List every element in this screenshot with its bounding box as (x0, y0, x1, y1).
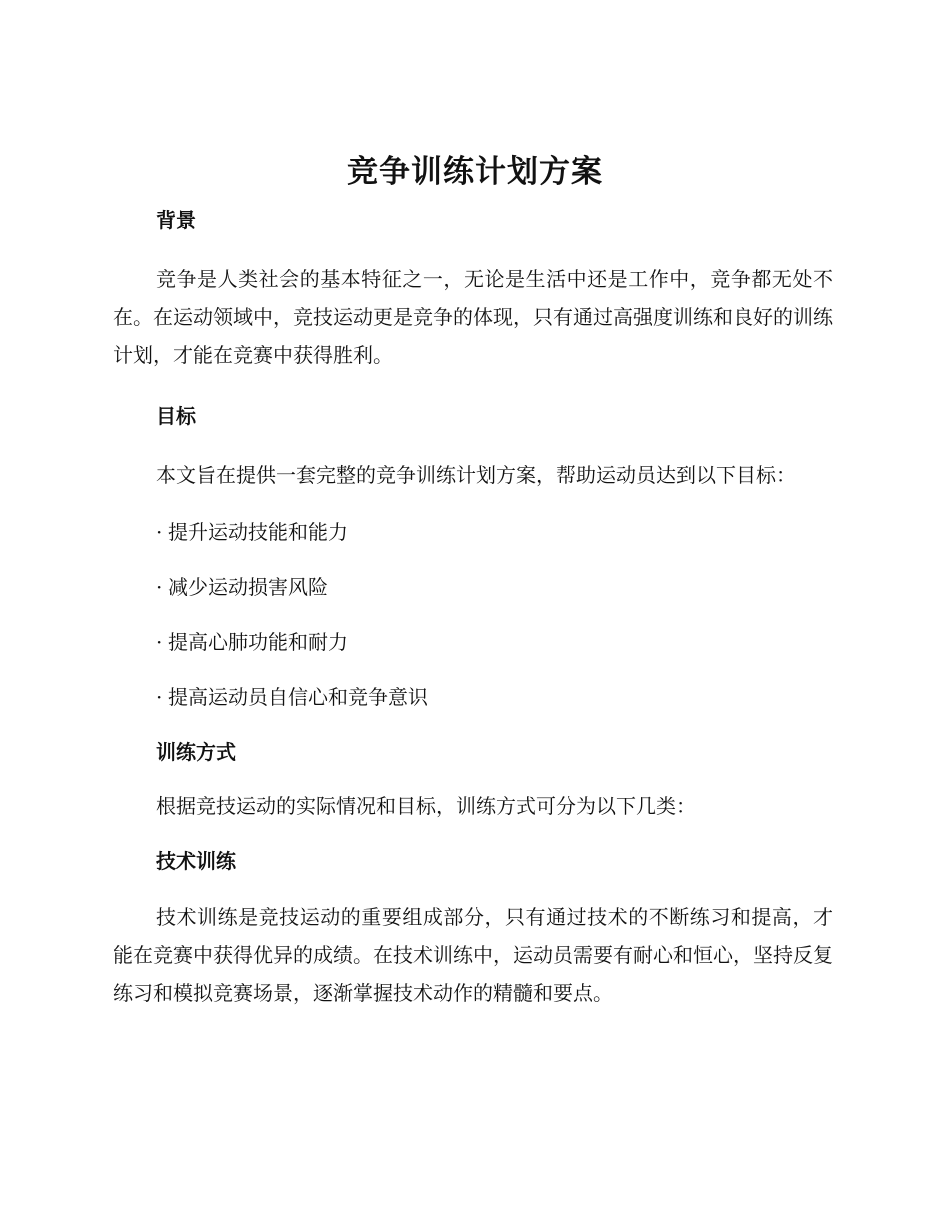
goal-item-text: 提高心肺功能和耐力 (168, 630, 348, 654)
section-paragraph-technical: 技术训练是竞技运动的重要组成部分，只有通过技术的不断练习和提高，才能在竞赛中获得优异的成绩。在技术训练中，运动员需要有耐心和恒心，坚持反复练习和模拟竞赛场景，逐渐掌握技术动作的精髓和要点。 (113, 905, 833, 1005)
goal-list (113, 514, 833, 715)
bullet-mark: · (156, 520, 163, 544)
goal-item-text: 提升运动技能和能力 (168, 520, 348, 544)
bullet-mark: · (156, 685, 163, 709)
section-heading-background: 背景 (156, 208, 196, 232)
section-heading-goal: 目标 (156, 404, 196, 428)
document-body (113, 202, 833, 1012)
goal-item-text: 减少运动损害风险 (168, 575, 328, 599)
bullet-mark: · (156, 630, 163, 654)
goal-list-item (156, 679, 833, 715)
section-heading-technical: 技术训练 (156, 849, 236, 873)
goal-list-item (156, 569, 833, 605)
goal-item-text: 提高运动员自信心和竞争意识 (168, 685, 428, 709)
section-paragraph-method: 根据竞技运动的实际情况和目标，训练方式可分为以下几类： (156, 794, 696, 818)
goal-list-item (156, 624, 833, 660)
goal-list-item (156, 514, 833, 550)
bullet-mark: · (156, 575, 163, 599)
section-heading-method: 训练方式 (156, 740, 236, 764)
document-title: 竞争训练计划方案 (347, 154, 603, 190)
section-paragraph-goal: 本文旨在提供一套完整的竞争训练计划方案，帮助运动员达到以下目标： (156, 463, 796, 487)
section-paragraph-background: 竞争是人类社会的基本特征之一，无论是生活中还是工作中，竞争都无处不在。在运动领域中，竞技运动更是竞争的体现，只有通过高强度训练和良好的训练计划，才能在竞赛中获得胜利。 (113, 267, 833, 367)
